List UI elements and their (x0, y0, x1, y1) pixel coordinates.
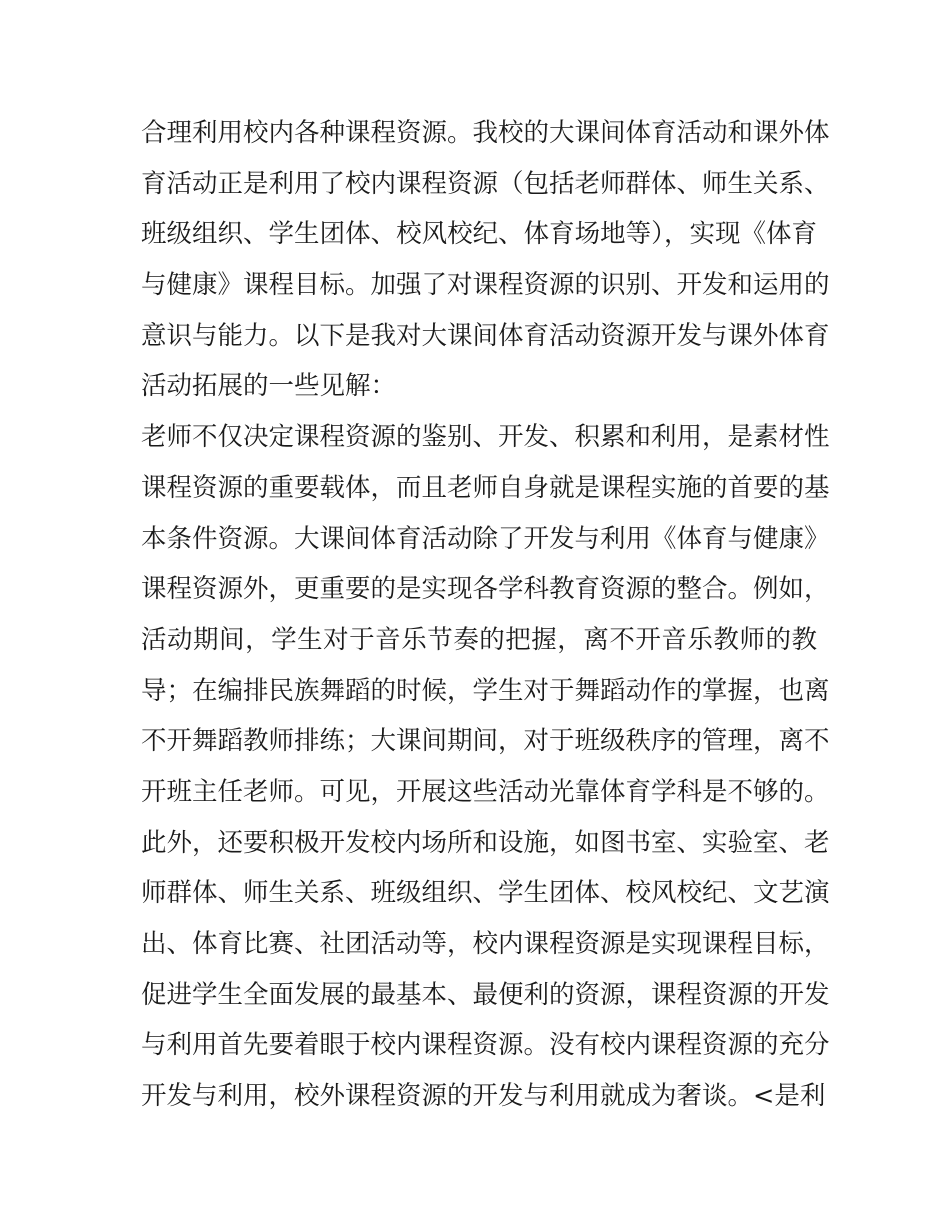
text-line: 课程资源外，更重要的是实现各学科教育资源的整合。例如， (141, 574, 830, 605)
text-line: 开班主任老师。可见，开展这些活动光靠体育学科是不够的。 (141, 776, 830, 807)
text-line: 育活动正是利用了校内课程资源（包括老师群体、师生关系、 (141, 168, 830, 199)
text-line: 与健康》课程目标。加强了对课程资源的识别、开发和运用的 (141, 270, 830, 301)
text-line: 合理利用校内各种课程资源。我校的大课间体育活动和课外体 (141, 118, 830, 148)
text-line: 开发与利用，校外课程资源的开发与利用就成为奢谈。<是利 (141, 1081, 826, 1112)
document-body (141, 108, 830, 1122)
text-line: 课程资源的重要载体，而且老师自身就是课程实施的首要的基 (141, 472, 830, 503)
text-line: 活动拓展的一些见解： (141, 371, 397, 402)
text-line: 活动期间，学生对于音乐节奏的把握，离不开音乐教师的教 (141, 624, 817, 655)
text-line: 本条件资源。大课间体育活动除了开发与利用《体育与健康》 (141, 523, 830, 554)
text-line: 导；在编排民族舞蹈的时候，学生对于舞蹈动作的掌握，也离 (141, 675, 830, 706)
text-line: 不开舞蹈教师排练；大课间期间，对于班级秩序的管理，离不 (141, 726, 830, 757)
text-line: 此外，还要积极开发校内场所和设施，如图书室、实验室、老 (141, 827, 830, 858)
text-line: 意识与能力。以下是我对大课间体育活动资源开发与课外体育 (141, 320, 830, 351)
text-line: 师群体、师生关系、班级组织、学生团体、校风校纪、文艺演 (141, 878, 830, 909)
text-line: 老师不仅决定课程资源的鉴别、开发、积累和利用，是素材性 (141, 422, 830, 453)
text-line: 与利用首先要着眼于校内课程资源。没有校内课程资源的充分 (141, 1030, 830, 1061)
text-line: 班级组织、学生团体、校风校纪、体育场地等），实现《体育 (141, 219, 817, 250)
text-line: 促进学生全面发展的最基本、最便利的资源，课程资源的开发 (141, 979, 830, 1010)
paragraph-teacher-resources (141, 412, 830, 1122)
paragraph-intro (141, 108, 830, 412)
text-line: 出、体育比赛、社团活动等，校内课程资源是实现课程目标， (141, 929, 830, 959)
